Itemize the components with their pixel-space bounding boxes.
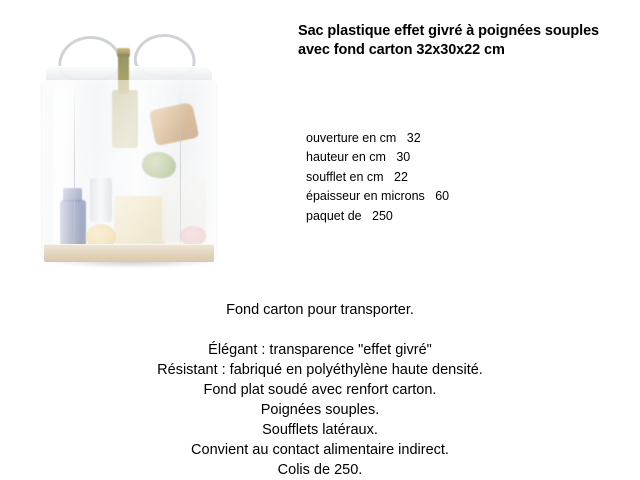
product-title: Sac plastique effet givré à poignées souples avec fond carton 32x30x22 cm [298,23,599,59]
bag-gusset-left [74,82,75,258]
bag-content-bottle-body [112,90,138,148]
spec-row [306,148,626,167]
description-line: Convient au contact alimentaire indirect. [191,442,449,458]
spec-row [306,168,626,187]
spec-row [306,207,626,226]
spec-value: 32 [406,131,421,145]
description-line: Élégant : transparence "effet givré" [208,342,432,358]
spec-gap [425,187,435,206]
spec-row [306,187,626,206]
spec-row [306,129,626,148]
spec-list [306,129,626,226]
spec-label: ouverture en cm [306,131,397,145]
description-lines [0,340,640,480]
description-line: Colis de 250. [277,462,363,478]
spec-value: 22 [394,169,408,184]
spec-gap [362,207,372,226]
spec-gap [384,168,394,187]
description-line: Résistant : fabriqué en polyéthylène haute densité. [157,362,483,378]
description-line: Fond plat soudé avec renfort carton. [203,382,437,398]
spec-value: 60 [435,189,450,204]
bag-content-can [90,178,112,222]
description-lead: Fond carton pour transporter. [226,302,414,318]
plastic-bag-illustration [30,28,230,268]
description-line: Poignées souples. [260,402,380,418]
spec-value: 250 [372,208,393,223]
spec-gap [386,148,396,167]
bag-content-pink-item [180,226,206,246]
bag-carton-base [44,244,214,262]
spec-gap [396,129,406,148]
bag-content-bottle-neck [118,54,129,94]
spec-value: 30 [396,150,411,165]
bag-content-box-yellow [114,196,166,244]
product-description [0,300,640,480]
product-image [12,18,262,278]
spec-label: soufflet en cm [306,169,384,184]
spec-label: épaisseur en microns [306,189,425,204]
spec-label: paquet de [306,208,362,223]
bag-gusset-right [180,82,181,258]
spec-label: hauteur en cm [306,150,386,165]
description-line: Soufflets latéraux. [262,422,378,438]
